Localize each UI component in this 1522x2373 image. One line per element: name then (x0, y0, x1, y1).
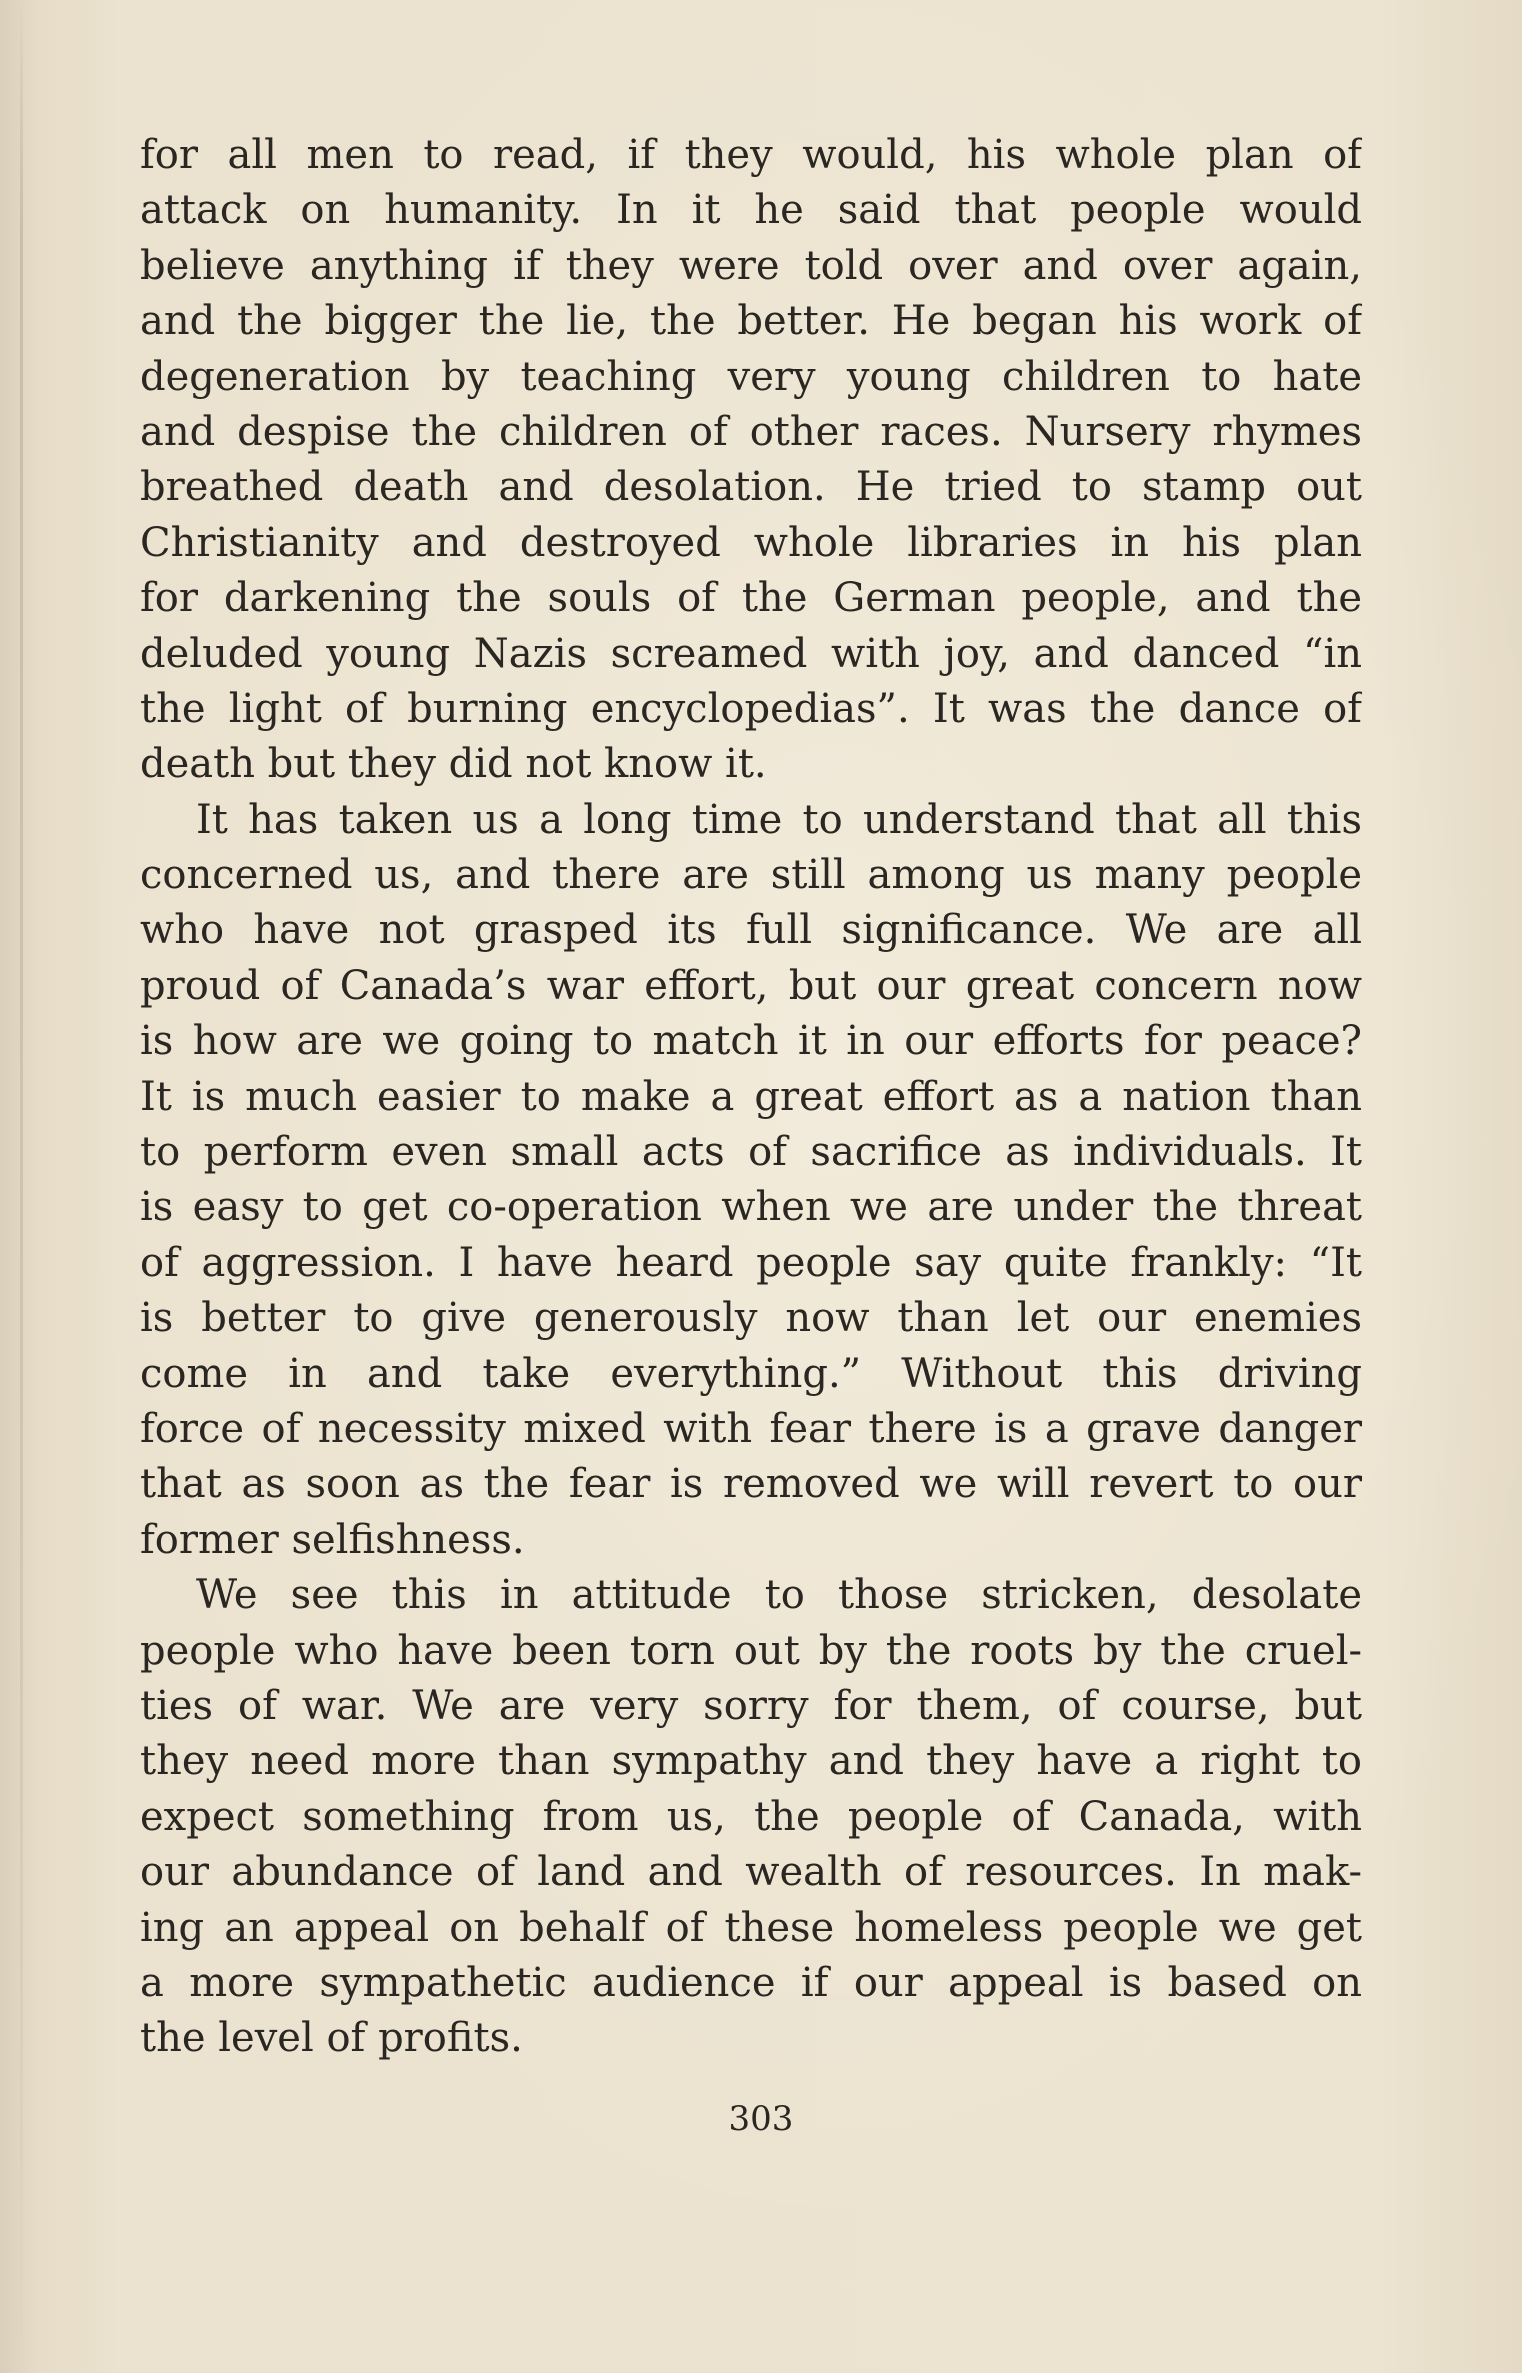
paragraph (140, 1568, 1362, 2067)
text-line: our abundance of land and wealth of resources. In mak- (140, 1849, 1362, 1896)
text-line: to perform even small acts of sacrifice as individuals. It (140, 1129, 1362, 1176)
text-line: We see this in attitude to those stricken, desolate (196, 1572, 1362, 1619)
text-line: of aggression. I have heard people say quite frankly: “It (140, 1239, 1362, 1286)
text-line: ing an appeal on behalf of these homeless people we get (140, 1904, 1362, 1951)
text-line: attack on humanity. In it he said that people would (140, 187, 1362, 234)
text-line: the light of burning encyclopedias”. It was the dance of (140, 685, 1362, 732)
paragraph (140, 128, 1362, 793)
text-line: is better to give generously now than let our enemies (140, 1295, 1362, 1342)
body-text (140, 128, 1362, 2067)
text-line: people who have been torn out by the roots by the cruel- (140, 1627, 1362, 1674)
text-line: deluded young Nazis screamed with joy, and danced “in (140, 630, 1362, 677)
text-line: concerned us, and there are still among us many people (140, 852, 1362, 899)
text-line: and despise the children of other races. Nursery rhymes (140, 408, 1362, 455)
page-number: 303 (728, 2099, 794, 2139)
text-line: that as soon as the fear is removed we will revert to our (140, 1461, 1362, 1508)
text-line: expect something from us, the people of Canada, with (140, 1793, 1362, 1840)
paragraph (140, 793, 1362, 1568)
text-line: come in and take everything.” Without this driving (140, 1350, 1362, 1397)
text-line: who have not grasped its full significance. We are all (140, 907, 1362, 954)
text-line: is how are we going to match it in our efforts for peace? (140, 1018, 1362, 1065)
text-line: breathed death and desolation. He tried to stamp out (140, 464, 1362, 511)
text-line: It has taken us a long time to understand that all this (196, 796, 1362, 843)
text-line: It is much easier to make a great effort as a nation than (140, 1073, 1362, 1120)
text-line: former selfishness. (140, 1516, 525, 1563)
text-line: death but they did not know it. (140, 741, 767, 788)
text-line: they need more than sympathy and they have a right to (140, 1738, 1362, 1785)
text-line: a more sympathetic audience if our appeal is based on (140, 1959, 1362, 2006)
text-line: ties of war. We are very sorry for them, of course, but (140, 1682, 1362, 1729)
text-line: for all men to read, if they would, his whole plan of (140, 132, 1362, 178)
text-line: for darkening the souls of the German people, and the (140, 575, 1362, 622)
text-line: degeneration by teaching very young children to hate (140, 353, 1362, 400)
text-line: proud of Canada’s war effort, but our great concern now (140, 962, 1362, 1009)
text-line: and the bigger the lie, the better. He began his work of (140, 298, 1362, 345)
text-line: force of necessity mixed with fear there is a grave danger (140, 1405, 1362, 1452)
text-line: believe anything if they were told over and over again, (140, 242, 1362, 289)
text-line: the level of profits. (140, 2015, 523, 2062)
page-fold-shadow (20, 0, 23, 2373)
text-line: is easy to get co-operation when we are under the threat (140, 1184, 1362, 1231)
text-line: Christianity and destroyed whole libraries in his plan (140, 519, 1362, 566)
